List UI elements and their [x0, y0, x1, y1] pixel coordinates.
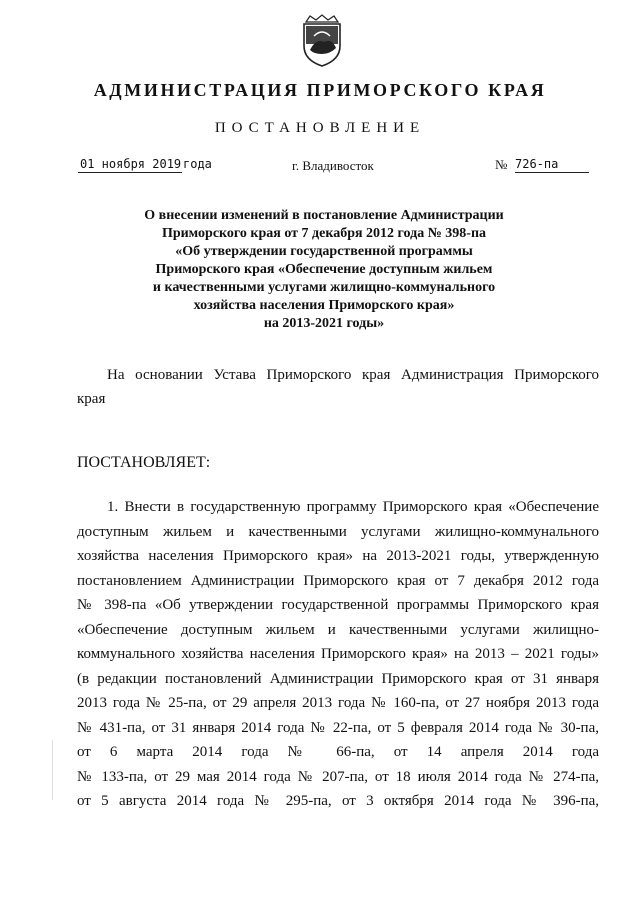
basis-line: края	[77, 391, 106, 407]
body-line: № 133-па, от 29 мая 2014 года № 207-па, от 18 июля 2014 года № 274-па,	[77, 768, 599, 785]
basis-line: На основании Устава Приморского края Администрация Приморского	[107, 367, 599, 383]
body-line: (в редакции постановлений Администрации Приморского края от 31 января	[77, 670, 599, 687]
body-line: № 431-па, от 31 января 2014 года № 22-па, от 5 февраля 2014 года № 30-па,	[77, 719, 599, 736]
document-subject	[120, 207, 528, 333]
body-line: 1. Внести в государственную программу Приморского края «Обеспечение	[107, 499, 599, 515]
subject-line: на 2013-2021 годы»	[263, 316, 385, 331]
document-number: 726-па	[515, 157, 589, 173]
subject-line: Приморского края «Обеспечение доступным жильем	[155, 262, 493, 277]
body-line: «Обеспечение доступным жильем и качественными услугами жилищно-	[77, 621, 599, 638]
document-date: 01 ноября 2019	[80, 157, 182, 171]
subject-line: и качественными услугами жилищно-коммунального	[152, 280, 496, 295]
body-line: доступным жильем и качественными услугами жилищно-коммунального	[77, 523, 599, 540]
scan-artifact	[52, 740, 53, 800]
document-city: г. Владивосток	[292, 158, 374, 173]
body-line: от 5 августа 2014 года № 295-па, от 3 октября 2014 года № 396-па,	[77, 793, 599, 809]
organization-title: АДМИНИСТРАЦИЯ ПРИМОРСКОГО КРАЯ	[93, 80, 547, 100]
body-line: № 398-па «Об утверждении государственной программы Приморского края	[77, 597, 599, 613]
body-paragraph	[77, 495, 599, 814]
subject-line: Приморского края от 7 декабря 2012 года № 398-па	[161, 226, 487, 241]
body-line: хозяйства населения Приморского края» на 2013-2021 годы, утвержденную	[77, 548, 599, 564]
coat-of-arms-emblem	[300, 14, 344, 68]
subject-line: «Об утверждении государственной программы	[175, 244, 473, 259]
document-meta-row	[0, 157, 640, 179]
body-line: коммунального хозяйства населения Приморского края» на 2013 – 2021 годы»	[77, 646, 599, 662]
subject-line: О внесении изменений в постановление Администрации	[144, 208, 504, 223]
body-line: от 6 марта 2014 года № 66-па, от 14 апреля 2014 года	[77, 744, 599, 760]
date-suffix: года	[183, 157, 212, 171]
document-type: ПОСТАНОВЛЕНИЕ	[214, 120, 426, 136]
subject-line: хозяйства населения Приморского края»	[193, 298, 455, 313]
body-line: постановлением Администрации Приморского края от 7 декабря 2012 года	[77, 572, 599, 589]
body-line: 2013 года № 25-па, от 29 апреля 2013 года № 160-па, от 27 ноября 2013 года	[77, 695, 599, 711]
basis-paragraph	[77, 363, 599, 411]
number-label: №	[495, 157, 508, 172]
decree-heading: ПОСТАНОВЛЯЕТ:	[77, 454, 211, 471]
